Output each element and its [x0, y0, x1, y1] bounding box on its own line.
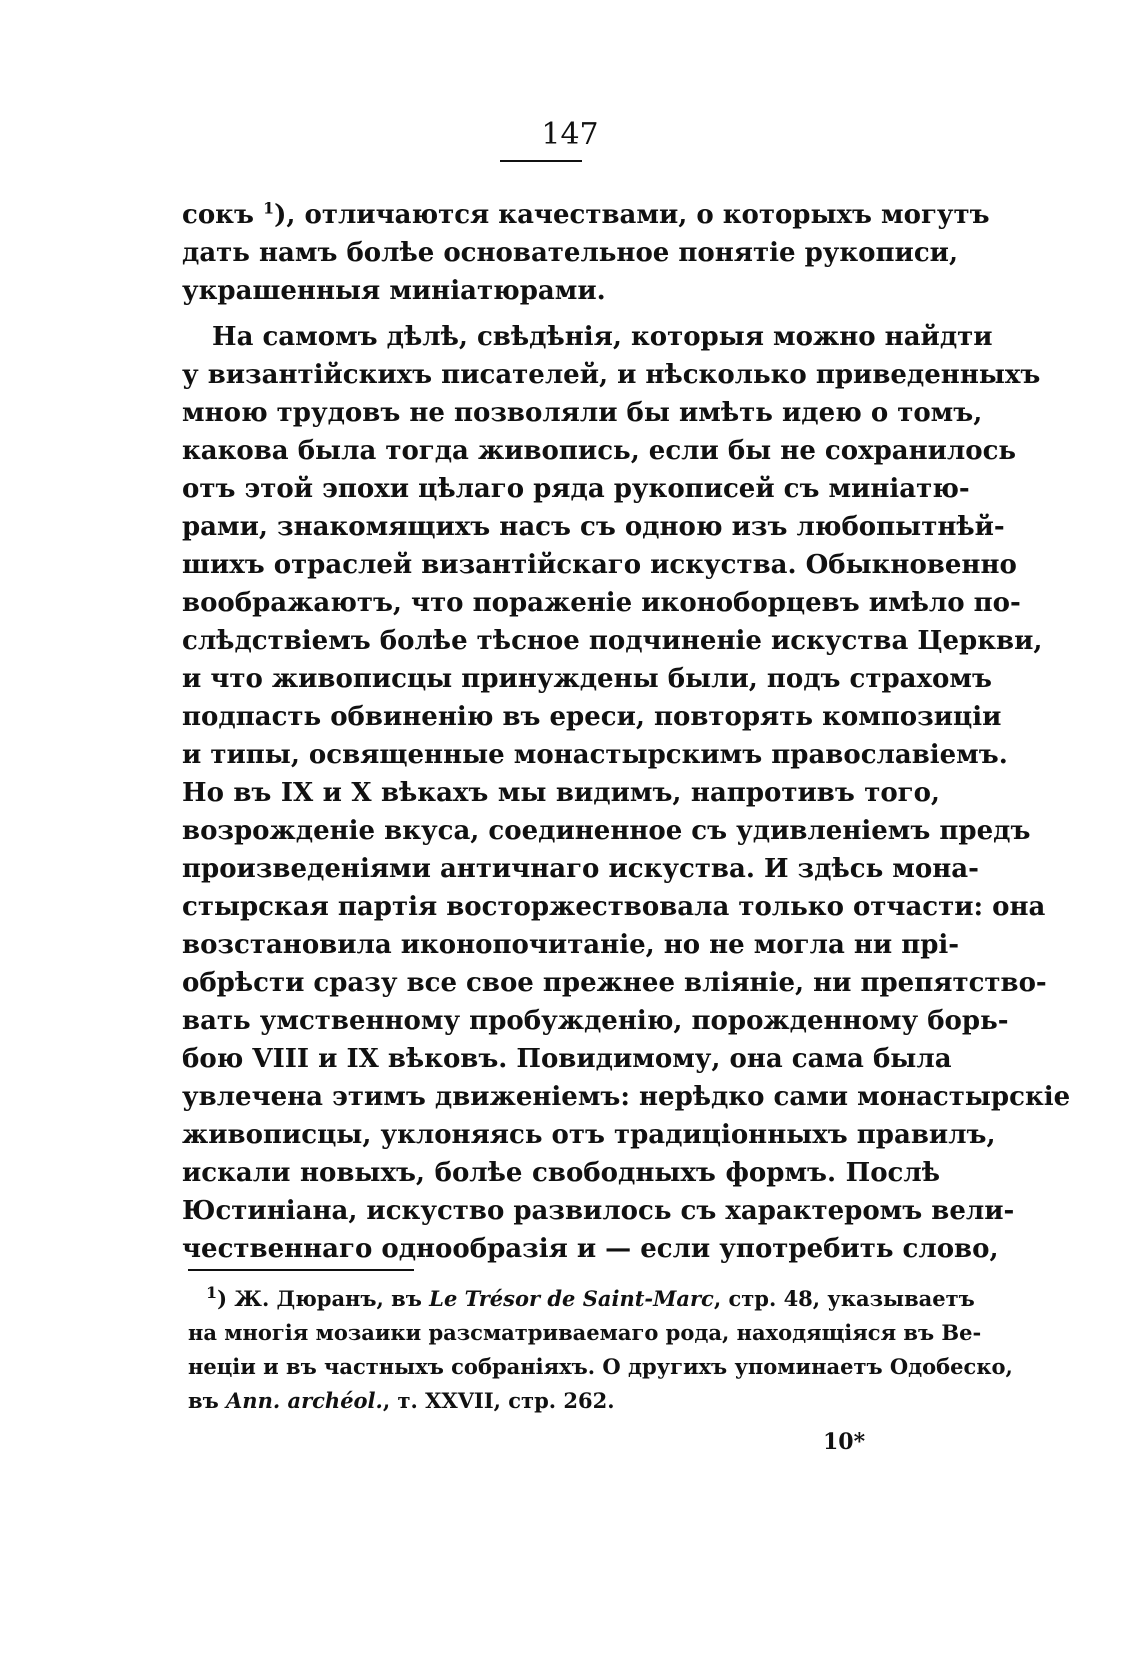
body-line: у византійскихъ писателей, и нѣсколько приведенныхъ	[182, 360, 1041, 390]
body-line: отъ этой эпохи цѣлаго ряда рукописей съ миніатю-	[182, 474, 970, 504]
footnote-text-run: , стр. 48, указываетъ	[713, 1286, 975, 1311]
body-line: какова была тогда живопись, если бы не сохранилось	[182, 436, 1017, 466]
body-line: На самомъ дѣлѣ, свѣдѣнія, которыя можно найдти	[212, 322, 993, 352]
page-number: 147	[541, 117, 599, 152]
body-line: рами, знакомящихъ насъ съ одною изъ любопытнѣй-	[182, 512, 1005, 542]
body-line: слѣдствіемъ болѣе тѣсное подчиненіе искуства Церкви,	[182, 626, 1043, 656]
body-line: вать умственному пробужденію, порожденному борь-	[182, 1006, 1009, 1036]
body-line: живописцы, уклоняясь отъ традиціонныхъ правилъ,	[182, 1120, 996, 1150]
footnote-reference: 1	[262, 198, 275, 218]
footnote-cited-title: Le Trésor de Saint-Marc	[429, 1286, 714, 1311]
body-line: Но въ IX и X вѣкахъ мы видимъ, напротивъ того,	[182, 778, 940, 808]
body-line: воображаютъ, что пораженіе иконоборцевъ имѣло по-	[182, 588, 1021, 618]
footnote	[188, 1282, 1013, 1418]
signature-mark: 10*	[823, 1429, 866, 1455]
body-line	[182, 196, 990, 234]
footnote-text-run: въ	[188, 1388, 227, 1413]
page-number-rule	[500, 160, 582, 162]
body-line: подпасть обвиненію въ ереси, повторять композиціи	[182, 702, 1002, 732]
body-text-run: сокъ	[182, 200, 263, 230]
footnote-text-run: , т. XXVII, стр. 262.	[382, 1388, 615, 1413]
body-line: и что живописцы принуждены были, подъ страхомъ	[182, 664, 992, 694]
body-line: возрожденіе вкуса, соединенное съ удивленіемъ предъ	[182, 816, 1031, 846]
body-line: и типы, освященные монастырскимъ православіемъ.	[182, 740, 1008, 770]
body-line: обрѣсти сразу все свое прежнее вліяніе, ни препятство-	[182, 968, 1047, 998]
footnote-line: неціи и въ частныхъ собраніяхъ. О другихъ упоминаетъ Одобеско,	[188, 1354, 1013, 1379]
body-text-run: ), отличаются качествами, о которыхъ могутъ	[274, 200, 990, 230]
footnote-cited-title: Ann. archéol.	[226, 1388, 383, 1413]
body-line: мною трудовъ не позволяли бы имѣть идею о томъ,	[182, 398, 983, 428]
footnote-rule	[188, 1269, 414, 1271]
body-line: искали новыхъ, болѣе свободныхъ формъ. Послѣ	[182, 1158, 940, 1188]
footnote-text-run: ) Ж. Дюранъ, въ	[217, 1286, 430, 1311]
body-text	[182, 196, 1071, 1268]
footnote-line	[188, 1282, 975, 1316]
body-line: увлечена этимъ движеніемъ: нерѣдко сами монастырскіе	[182, 1082, 1071, 1112]
footnote-line	[188, 1384, 943, 1418]
body-line: бою VIII и IX вѣковъ. Повидимому, она сама была	[182, 1044, 952, 1074]
body-line: стырская партія восторжествовала только отчасти: она	[182, 892, 1046, 922]
body-line: чественнаго однообразія и — если употребить слово,	[182, 1234, 999, 1264]
body-line: Юстиніана, искуство развилось съ характеромъ вели-	[182, 1196, 1015, 1226]
body-line: украшенныя миніатюрами.	[182, 276, 606, 306]
body-line: дать намъ болѣе основательное понятіе рукописи,	[182, 238, 959, 268]
body-line: шихъ отраслей византійскаго искуства. Обыкновенно	[182, 550, 1017, 580]
paragraph-gap	[182, 310, 940, 318]
body-line: произведеніями античнаго искуства. И здѣсь мона-	[182, 854, 979, 884]
body-line: возстановила иконопочитаніе, но не могла ни прі-	[182, 930, 960, 960]
footnote-marker: 1	[206, 1283, 218, 1302]
footnote-line: на многія мозаики разсматриваемаго рода, находящіяся въ Ве-	[188, 1320, 982, 1345]
